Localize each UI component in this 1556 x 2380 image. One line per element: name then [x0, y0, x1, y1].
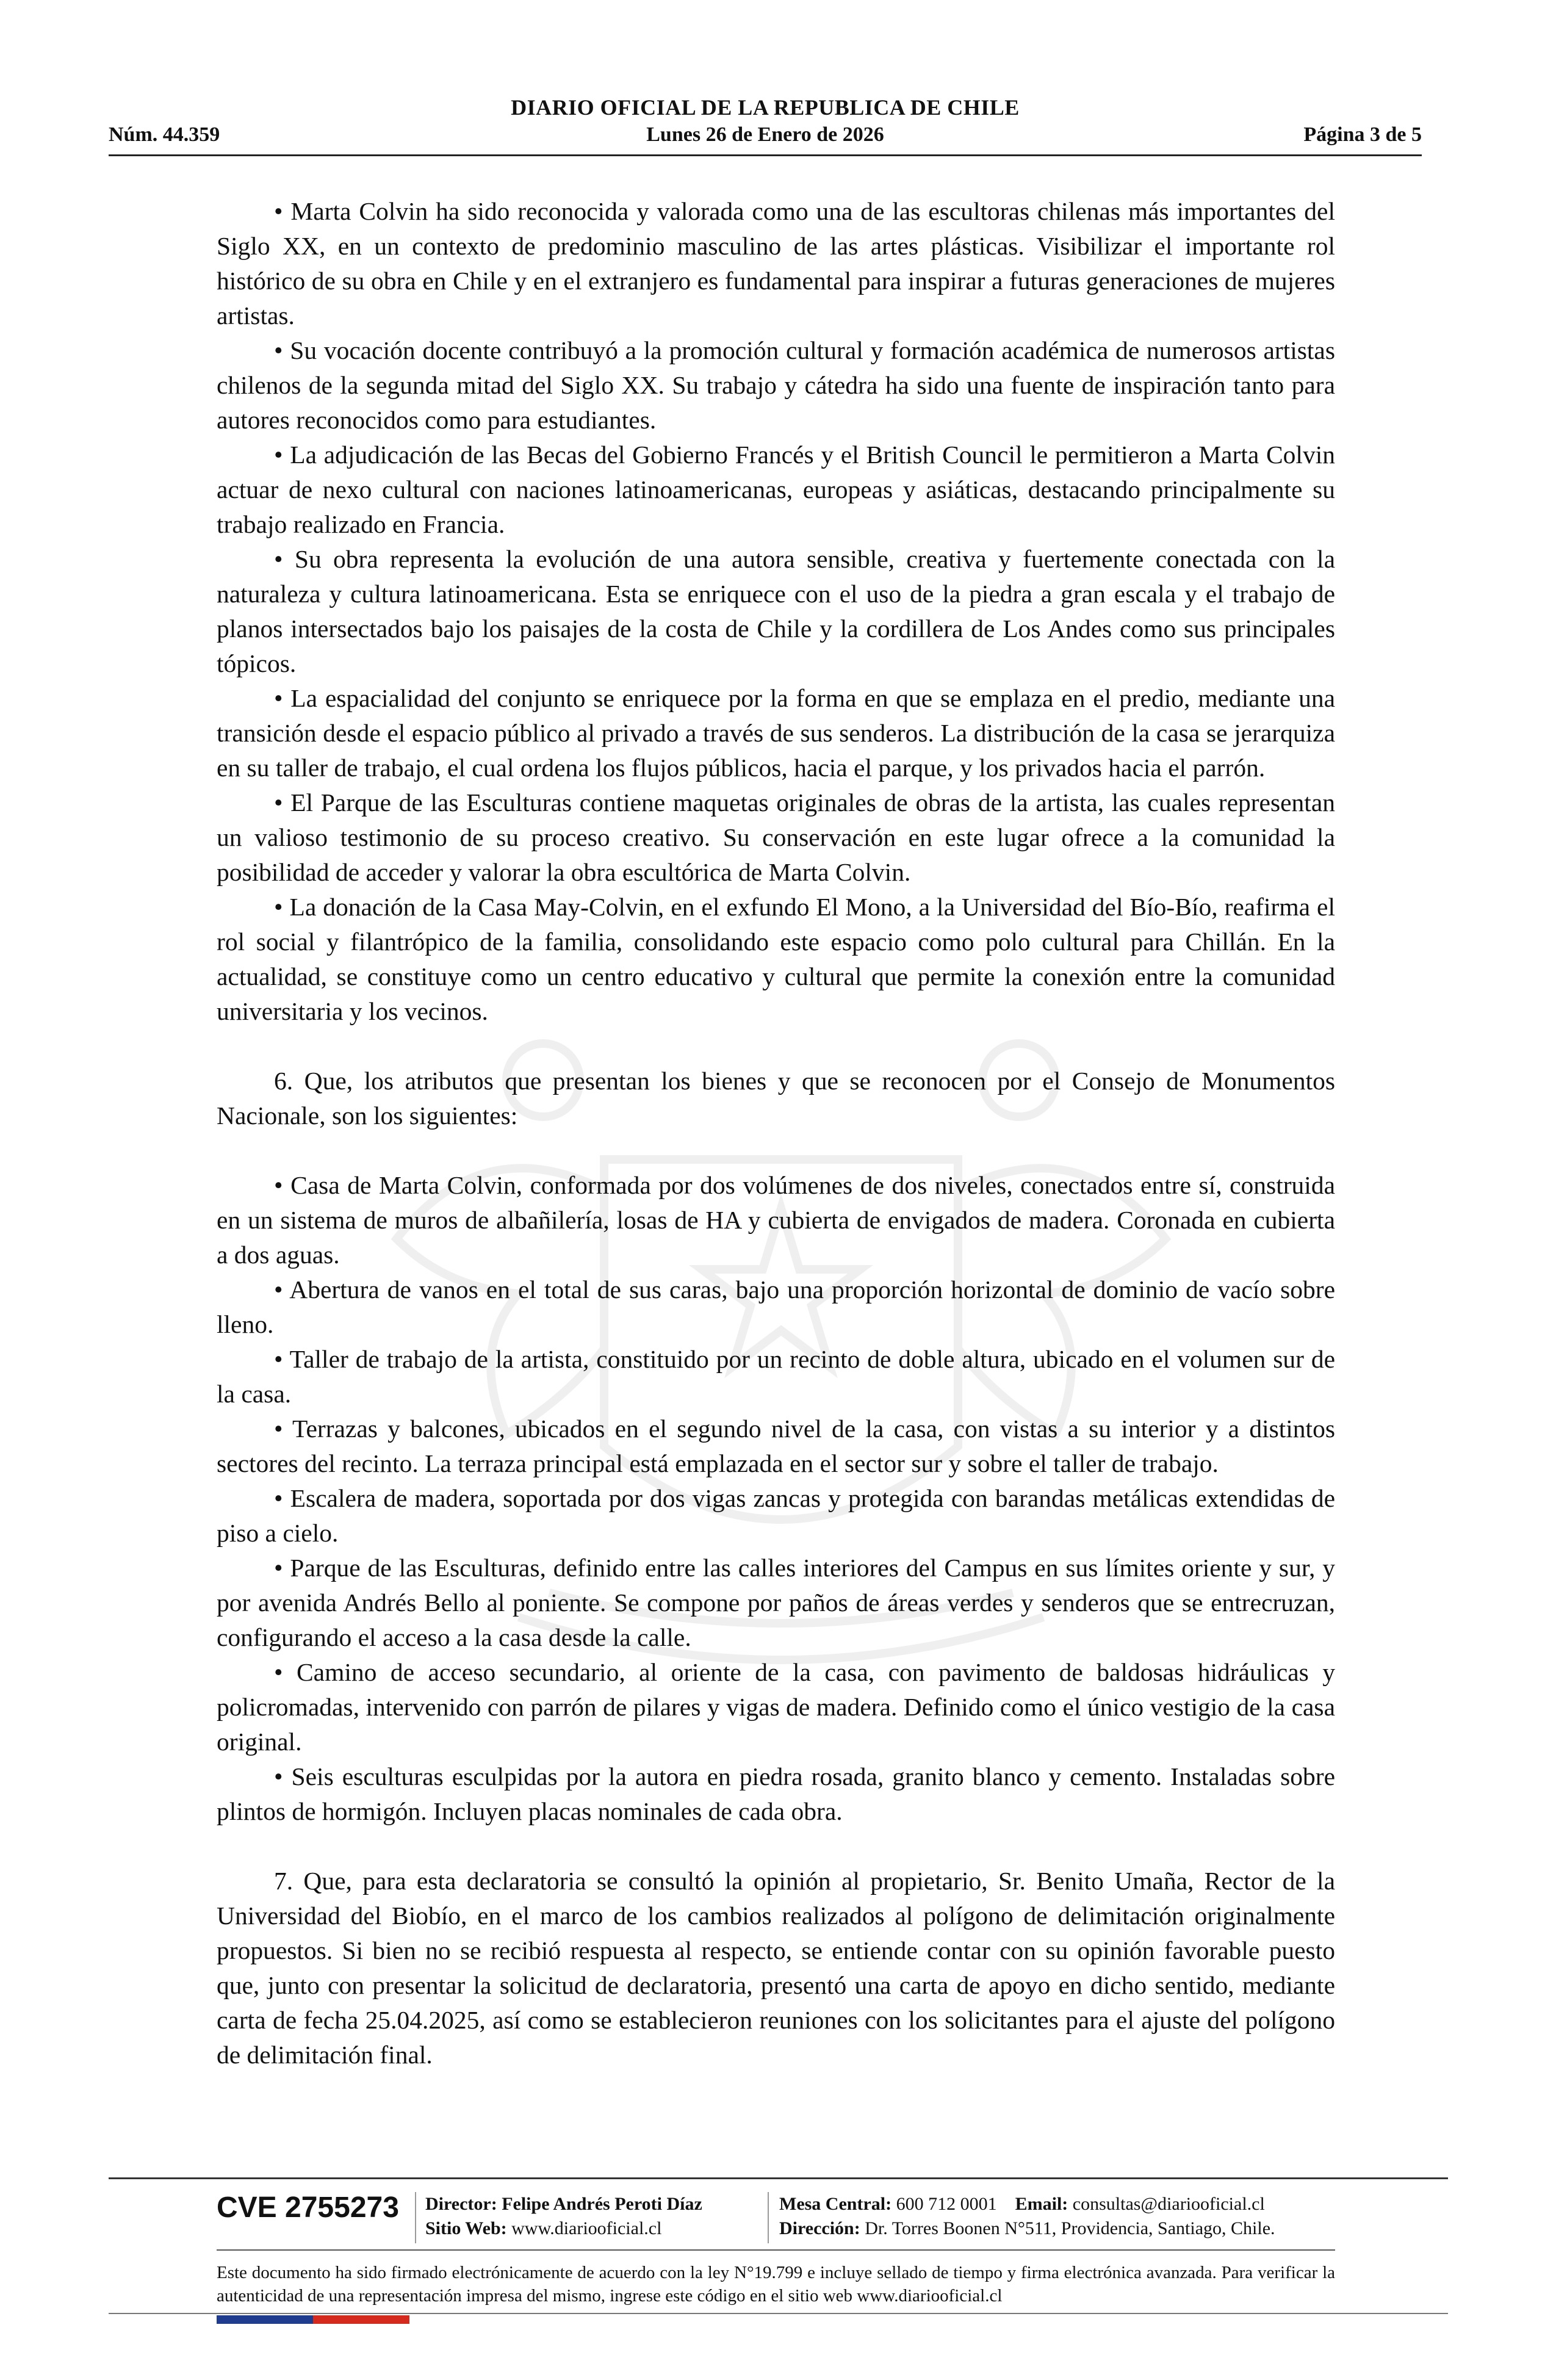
- footer-divider-bottom: [109, 2313, 1448, 2314]
- paragraph: • Seis esculturas esculpidas por la autora en piedra rosada, granito blanco y cemento. Instaladas sobre plintos de hormigón. Incluyen placas nominales de cada obra.: [217, 1762, 1335, 1825]
- paragraph: • Su obra representa la evolución de una autora sensible, creativa y fuertemente conectada con la naturaleza y cultura latinoamericana. Esta se enriquece con el uso de la piedra a gran escala y el trabajo de planos intersectados bajo los paisajes de la costa de Chile y la cordillera de Los Andes como sus principales tópicos.: [217, 545, 1335, 677]
- paragraph: • Su vocación docente contribuyó a la promoción cultural y formación académica de numerosos artistas chilenos de la segunda mitad del Siglo XX. Su trabajo y cátedra ha sido una fuente de inspiración tanto para autores reconocidos como para estudiantes.: [217, 336, 1335, 434]
- footer-divider-top: [109, 2177, 1448, 2179]
- issue-date: Lunes 26 de Enero de 2026: [646, 123, 884, 146]
- paragraph: • Escalera de madera, soportada por dos vigas zancas y protegida con barandas metálicas extendidas de piso a cielo.: [217, 1484, 1335, 1547]
- paragraph: • La donación de la Casa May-Colvin, en el exfundo El Mono, a la Universidad del Bío-Bío, reafirma el rol social y filantrópico de la familia, consolidando este espacio como polo cultural para Chillán. En la actualidad, se constituye como un centro educativo y cultural que permite la conexión entre la comunidad universitaria y los vecinos.: [217, 893, 1335, 1025]
- email-link[interactable]: consultas@diariooficial.cl: [1072, 2194, 1265, 2214]
- paragraph: • Parque de las Esculturas, definido entre las calles interiores del Campus en sus límites oriente y sur, y por avenida Andrés Bello al poniente. Se compone por paños de áreas verdes y senderos que se entrecruzan, configurando el acceso a la casa desde la calle.: [217, 1554, 1335, 1651]
- phone-label: Mesa Central:: [779, 2194, 892, 2214]
- issue-number: Núm. 44.359: [109, 123, 220, 146]
- flag-stripe-blue: [217, 2315, 313, 2324]
- legal-notice: Este documento ha sido firmado electrónicamente de acuerdo con la ley N°19.799 e incluye sellado de tiempo y firma electrónica avanzada. Para verificar la autenticidad de una representación impresa del mismo, ingrese este código en el sitio web www.diariooficial.cl: [217, 2263, 1335, 2306]
- paragraph: • Taller de trabajo de la artista, constituido por un recinto de doble altura, ubicado en el volumen sur de la casa.: [217, 1345, 1335, 1408]
- flag-stripe-red: [313, 2315, 409, 2324]
- phone-number: 600 712 0001: [896, 2194, 997, 2214]
- email-label: Email:: [1015, 2194, 1068, 2214]
- paragraph: • Terrazas y balcones, ubicados en el segundo nivel de la casa, con vistas a su interior y a distintos sectores del recinto. La terraza principal está emplazada en el sector sur y sobre el taller de trabajo.: [217, 1415, 1335, 1477]
- address-label: Dirección:: [779, 2218, 860, 2238]
- paragraph: • Abertura de vanos en el total de sus caras, bajo una proporción horizontal de dominio de vacío sobre lleno.: [217, 1275, 1335, 1338]
- paragraph: • Casa de Marta Colvin, conformada por dos volúmenes de dos niveles, conectados entre sí, construida en un sistema de muros de albañilería, losas de HA y cubierta de envigados de madera. Coronada en cubierta a dos aguas.: [217, 1171, 1335, 1269]
- header-divider: [109, 154, 1422, 156]
- paragraph: 6. Que, los atributos que presentan los bienes y que se reconocen por el Consejo de Monumentos Nacionale, son los siguientes:: [217, 1067, 1335, 1130]
- website-link[interactable]: www.diariooficial.cl: [511, 2218, 662, 2238]
- paragraph: • El Parque de las Esculturas contiene maquetas originales de obras de la artista, las cuales representan un valioso testimonio de su proceso creativo. Su conservación en este lugar ofrece a la comunidad la posibilidad de acceder y valorar la obra escultórica de Marta Colvin.: [217, 788, 1335, 886]
- document-body: [217, 194, 1335, 2072]
- paragraph: • La espacialidad del conjunto se enriquece por la forma en que se emplaza en el predio, mediante una transición desde el espacio público al privado a través de sus senderos. La distribución de la casa se jerarquiza en su taller de trabajo, el cual ordena los flujos públicos, hacia el parque, y los privados hacia el parrón.: [217, 684, 1335, 782]
- footer-separator: [415, 2192, 416, 2243]
- paragraph: 7. Que, para esta declaratoria se consultó la opinión al propietario, Sr. Benito Umaña, Rector de la Universidad del Biobío, en el marco de los cambios realizados al polígono de delimitación originalmente propuestos. Si bien no se recibió respuesta al respecto, se entiende contar con su opinión favorable puesto que, junto con presentar la solicitud de declaratoria, presentó una carta de apoyo en dicho sentido, mediante carta de fecha 25.04.2025, así como se establecieron reuniones con los solicitantes para el ajuste del polígono de delimitación final.: [217, 1867, 1335, 2069]
- cve-code: CVE 2755273: [217, 2191, 399, 2224]
- director-label: Director:: [425, 2194, 497, 2214]
- page-header: [109, 95, 1422, 156]
- page-indicator: Página 3 de 5: [1303, 123, 1422, 146]
- flag-stripe: [217, 2315, 409, 2324]
- website-label: Sitio Web:: [425, 2218, 507, 2238]
- footer-contact-block: [779, 2192, 1275, 2241]
- address-text: Dr. Torres Boonen N°511, Providencia, Santiago, Chile.: [865, 2218, 1275, 2238]
- publication-title: DIARIO OFICIAL DE LA REPUBLICA DE CHILE: [511, 95, 1020, 120]
- paragraph: • Marta Colvin ha sido reconocida y valorada como una de las escultoras chilenas más importantes del Siglo XX, en un contexto de predominio masculino de las artes plásticas. Visibilizar el importante rol histórico de su obra en Chile y en el extranjero es fundamental para inspirar a futuras generaciones de mujeres artistas.: [217, 197, 1335, 330]
- paragraph: • La adjudicación de las Becas del Gobierno Francés y el British Council le permitieron a Marta Colvin actuar de nexo cultural con naciones latinoamericanas, europeas y asiáticas, destacando principalmente su trabajo realizado en Francia.: [217, 441, 1335, 538]
- paragraph: • Camino de acceso secundario, al oriente de la casa, con pavimento de baldosas hidráulicas y policromadas, intervenido con parrón de pilares y vigas de madera. Definido como el único vestigio de la casa original.: [217, 1658, 1335, 1756]
- footer-separator: [768, 2192, 769, 2243]
- footer-divider-mid: [217, 2249, 1335, 2251]
- footer-director-block: [425, 2192, 702, 2241]
- director-name: Felipe Andrés Peroti Díaz: [502, 2194, 702, 2214]
